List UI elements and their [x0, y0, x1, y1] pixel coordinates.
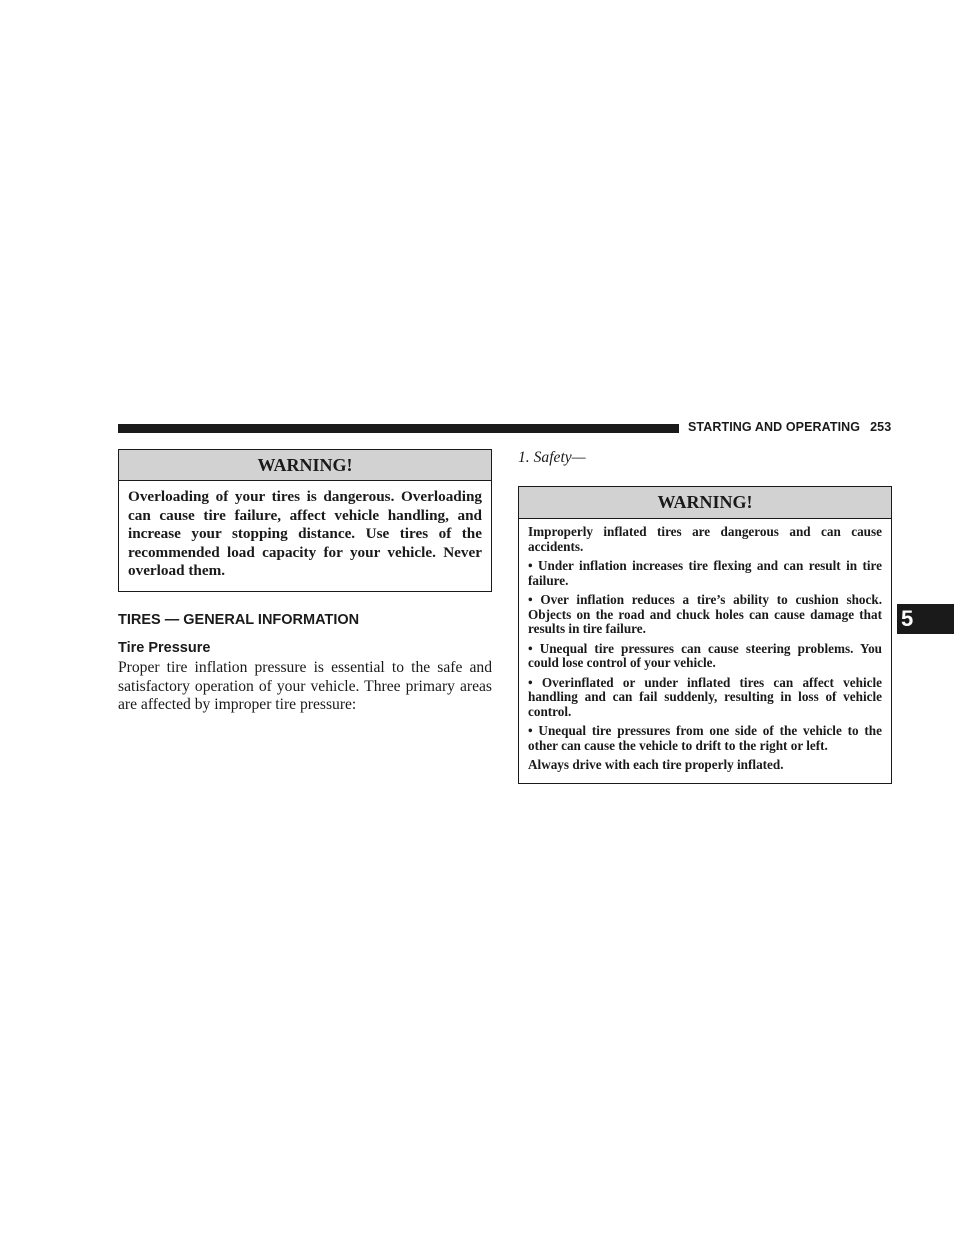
- numbered-list-item: 1. Safety—: [518, 449, 586, 466]
- warning-bullet: • Unequal tire pressures can cause steering problems. You could lose control of your vehicle.: [528, 640, 882, 670]
- chapter-tab: 5: [897, 604, 954, 634]
- inflation-warning-box: [518, 486, 892, 784]
- warning-bullet: • Overinflated or under inflated tires can affect vehicle handling and can fail suddenly, resulting in loss of vehicle control.: [528, 674, 882, 719]
- warning-title: WARNING!: [119, 450, 491, 481]
- warning-bullet: • Under inflation increases tire flexing and can result in tire failure.: [528, 558, 882, 588]
- header-rule: [118, 424, 679, 433]
- warning-title: WARNING!: [519, 487, 891, 519]
- warning-bullet: • Unequal tire pressures from one side of the vehicle to the other can cause the vehicle to drift to the right or left.: [528, 723, 882, 753]
- page-number: 253: [870, 420, 892, 434]
- warning-body: Overloading of your tires is dangerous. Overloading can cause tire failure, affect vehicle handling, and increase your stopping distance. Use tires of the recommended load capacity for your vehicle. Never overload them.: [128, 488, 482, 580]
- section-heading: TIRES — GENERAL INFORMATION: [118, 612, 360, 628]
- overloading-warning-box: [118, 449, 492, 592]
- sub-heading: Tire Pressure: [118, 640, 211, 656]
- body-paragraph: Proper tire inflation pressure is essential to the safe and satisfactory operation of your vehicle. Three primary areas are affected by improper tire pressure:: [118, 659, 492, 714]
- running-header: [688, 420, 891, 434]
- header-section-title: STARTING AND OPERATING: [688, 420, 861, 434]
- warning-intro: Improperly inflated tires are dangerous and can cause accidents.: [528, 524, 882, 554]
- warning-body: [519, 519, 891, 773]
- warning-bullet: • Over inflation reduces a tire’s ability to cushion shock. Objects on the road and chuck holes can cause damage that results in tire failure.: [528, 592, 882, 636]
- warning-closing: Always drive with each tire properly inflated.: [528, 757, 784, 772]
